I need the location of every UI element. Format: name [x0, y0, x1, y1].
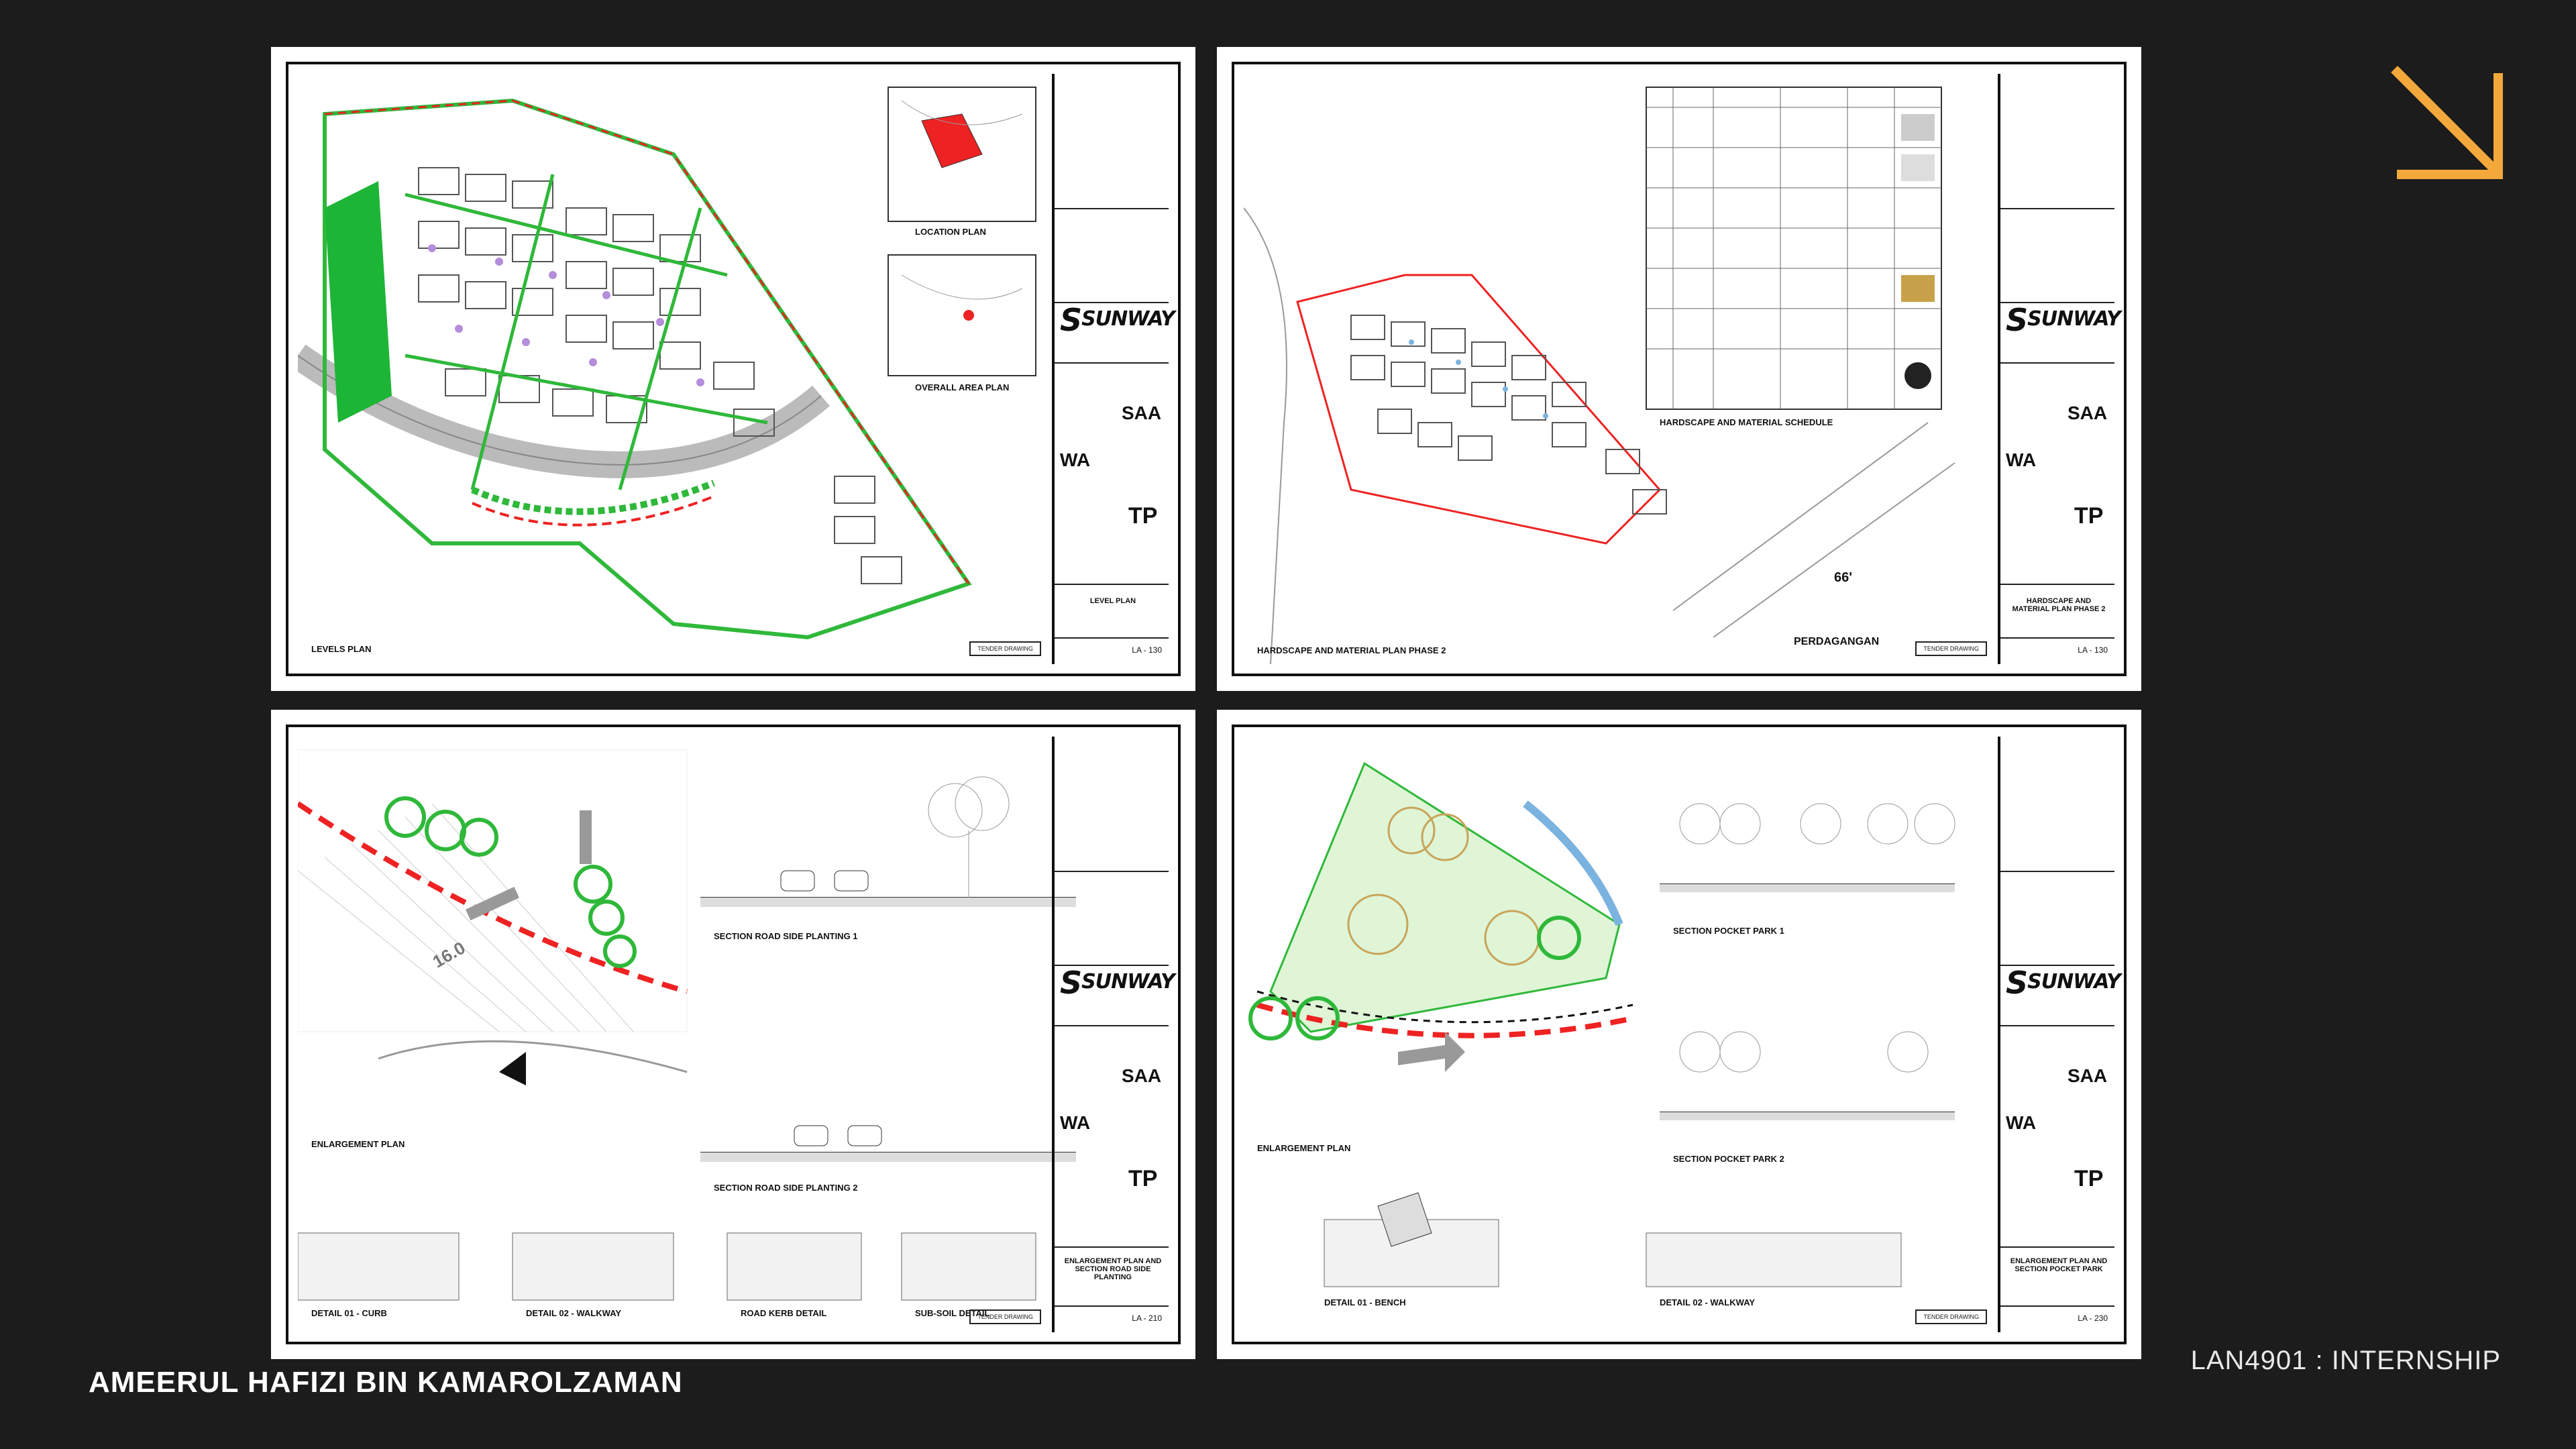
tp-logo: TP — [1128, 1166, 1158, 1191]
dimension-label: 16.0 — [429, 937, 469, 972]
caption-section-pocket-park-2: SECTION POCKET PARK 2 — [1673, 1154, 1784, 1164]
sheet-number: LA - 230 — [2078, 1313, 2108, 1323]
arrow-down-right-icon — [2388, 64, 2508, 184]
saa-logo: SAA — [2068, 1065, 2108, 1086]
road-width-label: 66' — [1834, 570, 1853, 585]
caption-section-road-side-1: SECTION ROAD SIDE PLANTING 1 — [714, 931, 858, 941]
title-block — [1998, 737, 2121, 1332]
title-block — [1052, 737, 1175, 1332]
sunway-logo: SSUNWAY — [1060, 302, 1175, 338]
sheet-number: LA - 210 — [1132, 1313, 1162, 1323]
title-block — [1998, 74, 2121, 664]
caption-hardscape-schedule: HARDSCAPE AND MATERIAL SCHEDULE — [1660, 417, 1833, 427]
drawing-sheet-hardscape-plan — [1217, 47, 2141, 691]
tender-drawing-label: TENDER DRAWING — [1915, 1309, 1987, 1324]
road-side-planting-drawing — [298, 737, 1076, 1332]
saa-logo: SAA — [1122, 1065, 1162, 1086]
sunway-logo: SSUNWAY — [2006, 302, 2121, 338]
sunway-logo: SSUNWAY — [2006, 965, 2121, 1001]
wa-logo: WA — [1060, 1112, 1091, 1133]
caption-section-pocket-park-1: SECTION POCKET PARK 1 — [1673, 926, 1784, 936]
saa-logo: SAA — [2068, 402, 2108, 423]
wa-logo: WA — [2006, 449, 2037, 470]
presenter-name: AMEERUL HAFIZI BIN KAMAROLZAMAN — [89, 1366, 683, 1399]
tp-logo: TP — [1128, 503, 1158, 529]
sheet-title: LEVEL PLAN — [1089, 597, 1136, 605]
pocket-park-drawing — [1244, 737, 2022, 1332]
drawing-sheet-levels-plan — [271, 47, 1195, 691]
caption-detail-walkway: DETAIL 02 - WALKWAY — [526, 1308, 622, 1318]
wa-logo: WA — [2006, 1112, 2037, 1133]
tp-logo: TP — [2074, 1166, 2104, 1191]
caption-location-plan: LOCATION PLAN — [915, 227, 986, 237]
road-name-label: PERDAGANGAN — [1794, 636, 1880, 647]
hardscape-plan-drawing — [1244, 74, 2022, 664]
tender-drawing-label: TENDER DRAWING — [969, 641, 1041, 656]
sunway-logo: SSUNWAY — [1060, 965, 1175, 1001]
sheet-title: ENLARGEMENT PLAN AND SECTION POCKET PARK — [2010, 1257, 2108, 1273]
tender-drawing-label: TENDER DRAWING — [1915, 641, 1987, 656]
caption-road-kerb-detail: ROAD KERB DETAIL — [741, 1308, 827, 1318]
caption-enlargement-plan: ENLARGEMENT PLAN — [311, 1139, 405, 1149]
sheet-number: LA - 130 — [2078, 645, 2108, 655]
caption-section-road-side-2: SECTION ROAD SIDE PLANTING 2 — [714, 1183, 858, 1193]
caption-overall-area-plan: OVERALL AREA PLAN — [915, 382, 1010, 392]
caption-hardscape-plan-phase-2: HARDSCAPE AND MATERIAL PLAN PHASE 2 — [1257, 645, 1446, 655]
drawing-sheet-pocket-park — [1217, 710, 2141, 1359]
drawing-sheet-road-side-planting — [271, 710, 1195, 1359]
caption-enlargement-plan: ENLARGEMENT PLAN — [1257, 1143, 1351, 1153]
caption-levels-plan: LEVELS PLAN — [311, 644, 372, 654]
wa-logo: WA — [1060, 449, 1091, 470]
sheet-title: HARDSCAPE AND MATERIAL PLAN PHASE 2 — [2012, 597, 2106, 613]
caption-detail-bench: DETAIL 01 - BENCH — [1324, 1297, 1406, 1307]
tp-logo: TP — [2074, 503, 2104, 529]
caption-detail-curb: DETAIL 01 - CURB — [311, 1308, 387, 1318]
title-block — [1052, 74, 1175, 664]
sheet-number: LA - 130 — [1132, 645, 1162, 655]
tender-drawing-label: TENDER DRAWING — [969, 1309, 1041, 1324]
course-label: LAN4901 : INTERNSHIP — [2190, 1346, 2501, 1375]
saa-logo: SAA — [1122, 402, 1162, 423]
caption-sub-soil-detail: SUB-SOIL DETAIL — [915, 1308, 990, 1318]
levels-plan-drawing — [298, 74, 1076, 664]
caption-detail-walkway: DETAIL 02 - WALKWAY — [1660, 1297, 1756, 1307]
sheet-title: ENLARGEMENT PLAN AND SECTION ROAD SIDE PLANTING — [1064, 1257, 1162, 1281]
